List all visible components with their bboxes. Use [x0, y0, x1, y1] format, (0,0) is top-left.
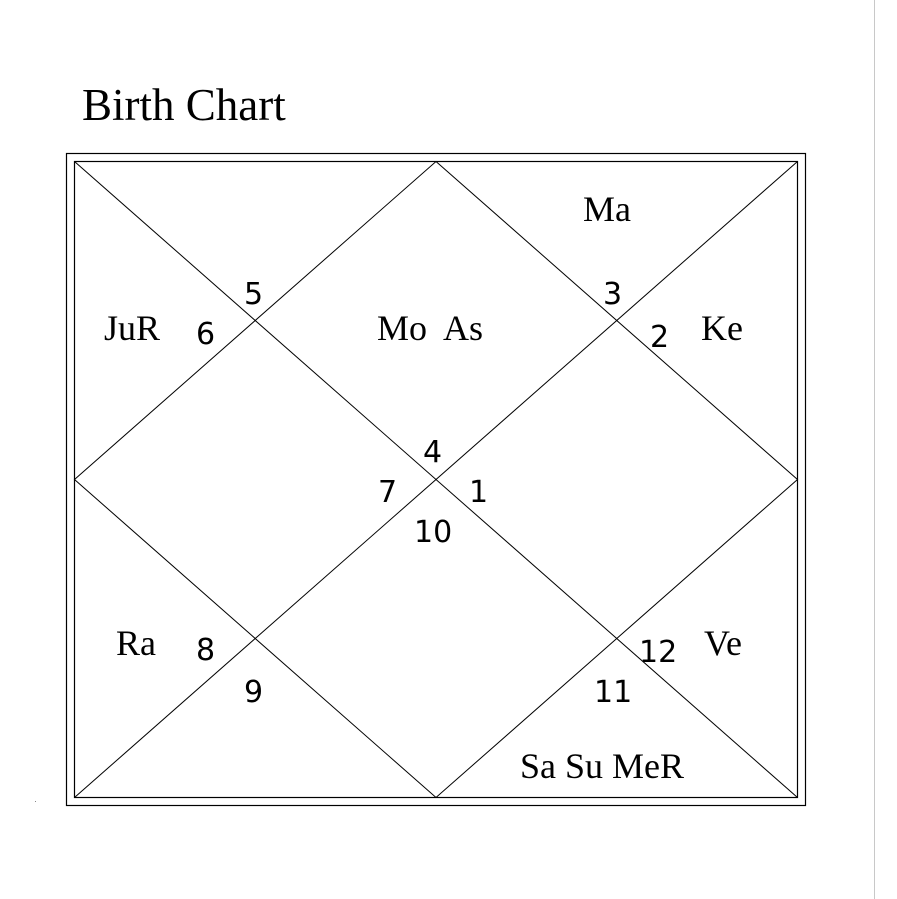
- house-4-planets: Mo As: [377, 308, 484, 348]
- house-number-2: 2: [650, 320, 670, 355]
- house-number-1: 1: [469, 475, 489, 510]
- house-11-planets: Sa Su MeR: [520, 746, 685, 786]
- house-number-5: 5: [244, 277, 264, 312]
- chart-grid: [67, 154, 806, 806]
- house-number-8: 8: [196, 633, 216, 668]
- house-number-9: 9: [244, 675, 264, 710]
- house-number-10: 10: [414, 515, 453, 550]
- house-number-4: 4: [423, 435, 443, 470]
- margin-dot: [35, 801, 36, 802]
- house-8-planets: Ra: [116, 623, 156, 663]
- chart-title: Birth Chart: [82, 80, 286, 130]
- house-2-planets: Ke: [701, 308, 743, 348]
- house-3-planets: Ma: [583, 189, 631, 229]
- house-number-12: 12: [639, 635, 678, 670]
- house-number-3: 3: [603, 277, 623, 312]
- house-number-6: 6: [196, 317, 216, 352]
- house-12-planets: Ve: [704, 623, 742, 663]
- house-6-planets: JuR: [104, 308, 161, 348]
- house-number-7: 7: [378, 475, 398, 510]
- house-number-11: 11: [594, 675, 633, 710]
